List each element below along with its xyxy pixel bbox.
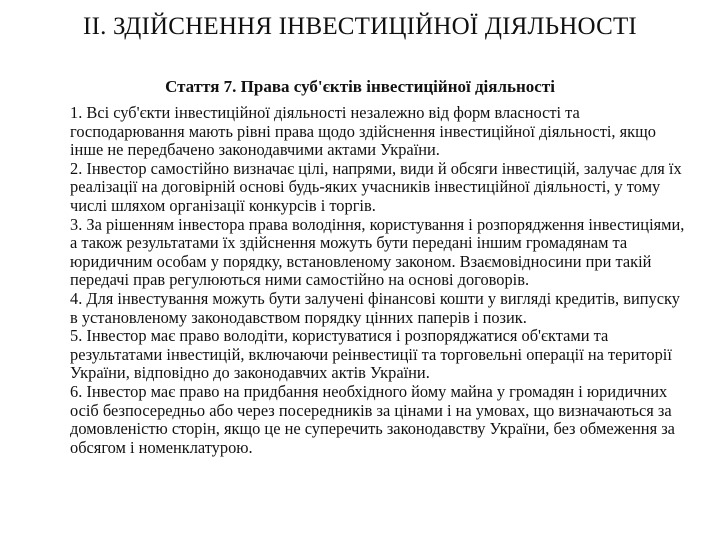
article-body [70,104,685,457]
paragraph-6: 6. Інвестор має право на придбання необхідного йому майна у громадян і юридичних осіб безпосередньо або через посередників за цінами і на умовах, що визначаються за домовленістю сторін, якщо це не суперечить законодавству України, без обмеження за обсягом і номенклатурою. [70,381,675,457]
paragraph-5: 5. Інвестор має право володіти, користуватися і розпоряджатися об'єктами та результатами інвестицій, включаючи реінвестиції та торговельні операції на території України, відповідно до законодавчих актів України. [70,326,672,383]
paragraph-1: 1. Всі суб'єкти інвестиційної діяльності незалежно від форм власності та господарювання мають рівні права щодо здійснення інвестиційної діяльності, якщо інше не передбачено законодавчими актами України. [70,103,656,160]
slide-title: ІІ. ЗДІЙСНЕННЯ ІНВЕСТИЦІЙНОЇ ДІЯЛЬНОСТІ [83,13,637,40]
paragraph-3: 3. За рішенням інвестора права володіння, користування і розпорядження інвестиціями, а також результатами їх здійснення можуть бути передані іншим громадянам та юридичним особам у порядку, встановленому законом. Взаємовідносини при такій передачі прав регулюються ними самостійно на основі договорів. [70,214,685,290]
paragraph-4: 4. Для інвестування можуть бути залучені фінансові кошти у вигляді кредитів, випуску в установленому законодавством порядку цінних паперів і позик. [70,288,680,327]
paragraph-2: 2. Інвестор самостійно визначає цілі, напрями, види й обсяги інвестицій, залучає для їх реалізації на договірній основі будь-яких учасників інвестиційної діяльності, у тому числі шляхом організації конкурсів і торгів. [70,158,682,215]
article-heading: Стаття 7. Права суб'єктів інвестиційної діяльності [165,77,555,96]
